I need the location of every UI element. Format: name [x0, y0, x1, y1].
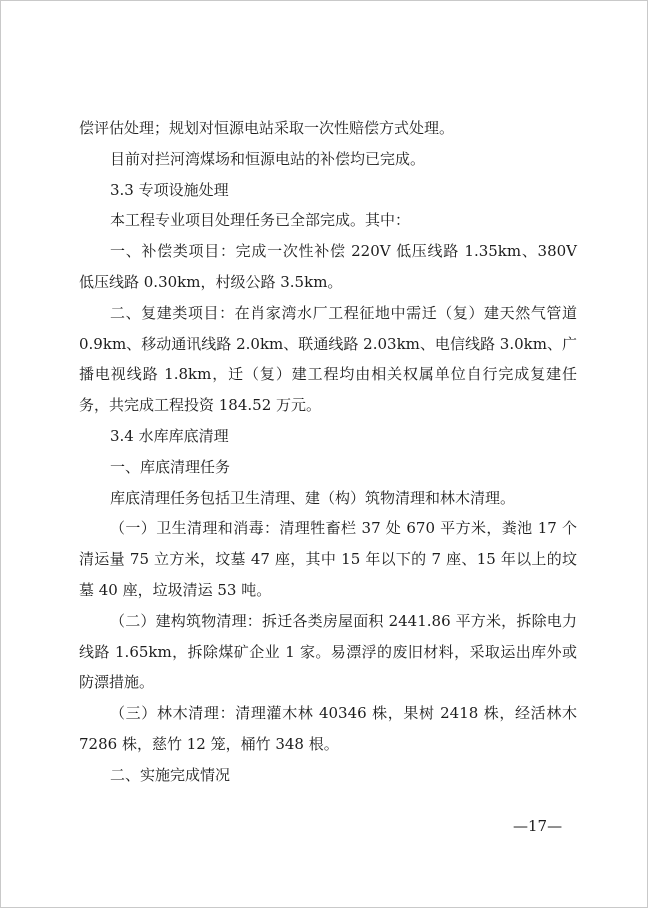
page-body	[79, 113, 577, 791]
paragraph: （三）林木清理：清理灌木林 40346 株，果树 2418 株，经活林木 7286 株，慈竹 12 笼，桶竹 348 根。	[79, 704, 577, 753]
section-heading: 3.4 水库库底清理	[110, 426, 229, 445]
paragraph: 二、复建类项目：在肖家湾水厂工程征地中需迁（复）建天然气管道 0.9km、移动通讯线路 2.0km、联通线路 2.03km、电信线路 3.0km、广播电视线路 1.8km，迁（复）建工程均由相关权属单位自行完成复建任务，共完成工程投资 184.52 万元。	[79, 303, 577, 415]
paragraph: （一）卫生清理和消毒：清理牲畜栏 37 处 670 平方米，粪池 17 个清运量 75 立方米，坟墓 47 座，其中 15 年以下的 7 座、15 年以上的坟墓 40 座，垃圾清运 53 吨。	[79, 519, 577, 599]
paragraph: 库底清理任务包括卫生清理、建（构）筑物清理和林木清理。	[110, 488, 516, 507]
page-number: —17—	[513, 817, 563, 835]
paragraph: 一、补偿类项目：完成一次性补偿 220V 低压线路 1.35km、380V 低压线路 0.30km，村级公路 3.5km。	[79, 242, 577, 291]
paragraph: 本工程专业项目处理任务已全部完成。其中：	[110, 211, 411, 230]
paragraph: 偿评估处理；规划对恒源电站采取一次性赔偿方式处理。	[79, 119, 455, 137]
section-heading: 3.3 专项设施处理	[110, 180, 229, 199]
subsection-heading: 一、库底清理任务	[110, 457, 231, 476]
subsection-heading: 二、实施完成情况	[110, 765, 231, 784]
paragraph: 目前对拦河湾煤场和恒源电站的补偿均已完成。	[110, 149, 426, 168]
paragraph: （二）建构筑物清理：拆迁各类房屋面积 2441.86 平方米，拆除电力线路 1.65km，拆除煤矿企业 1 家。易漂浮的废旧材料，采取运出库外或防漂措施。	[79, 611, 577, 692]
